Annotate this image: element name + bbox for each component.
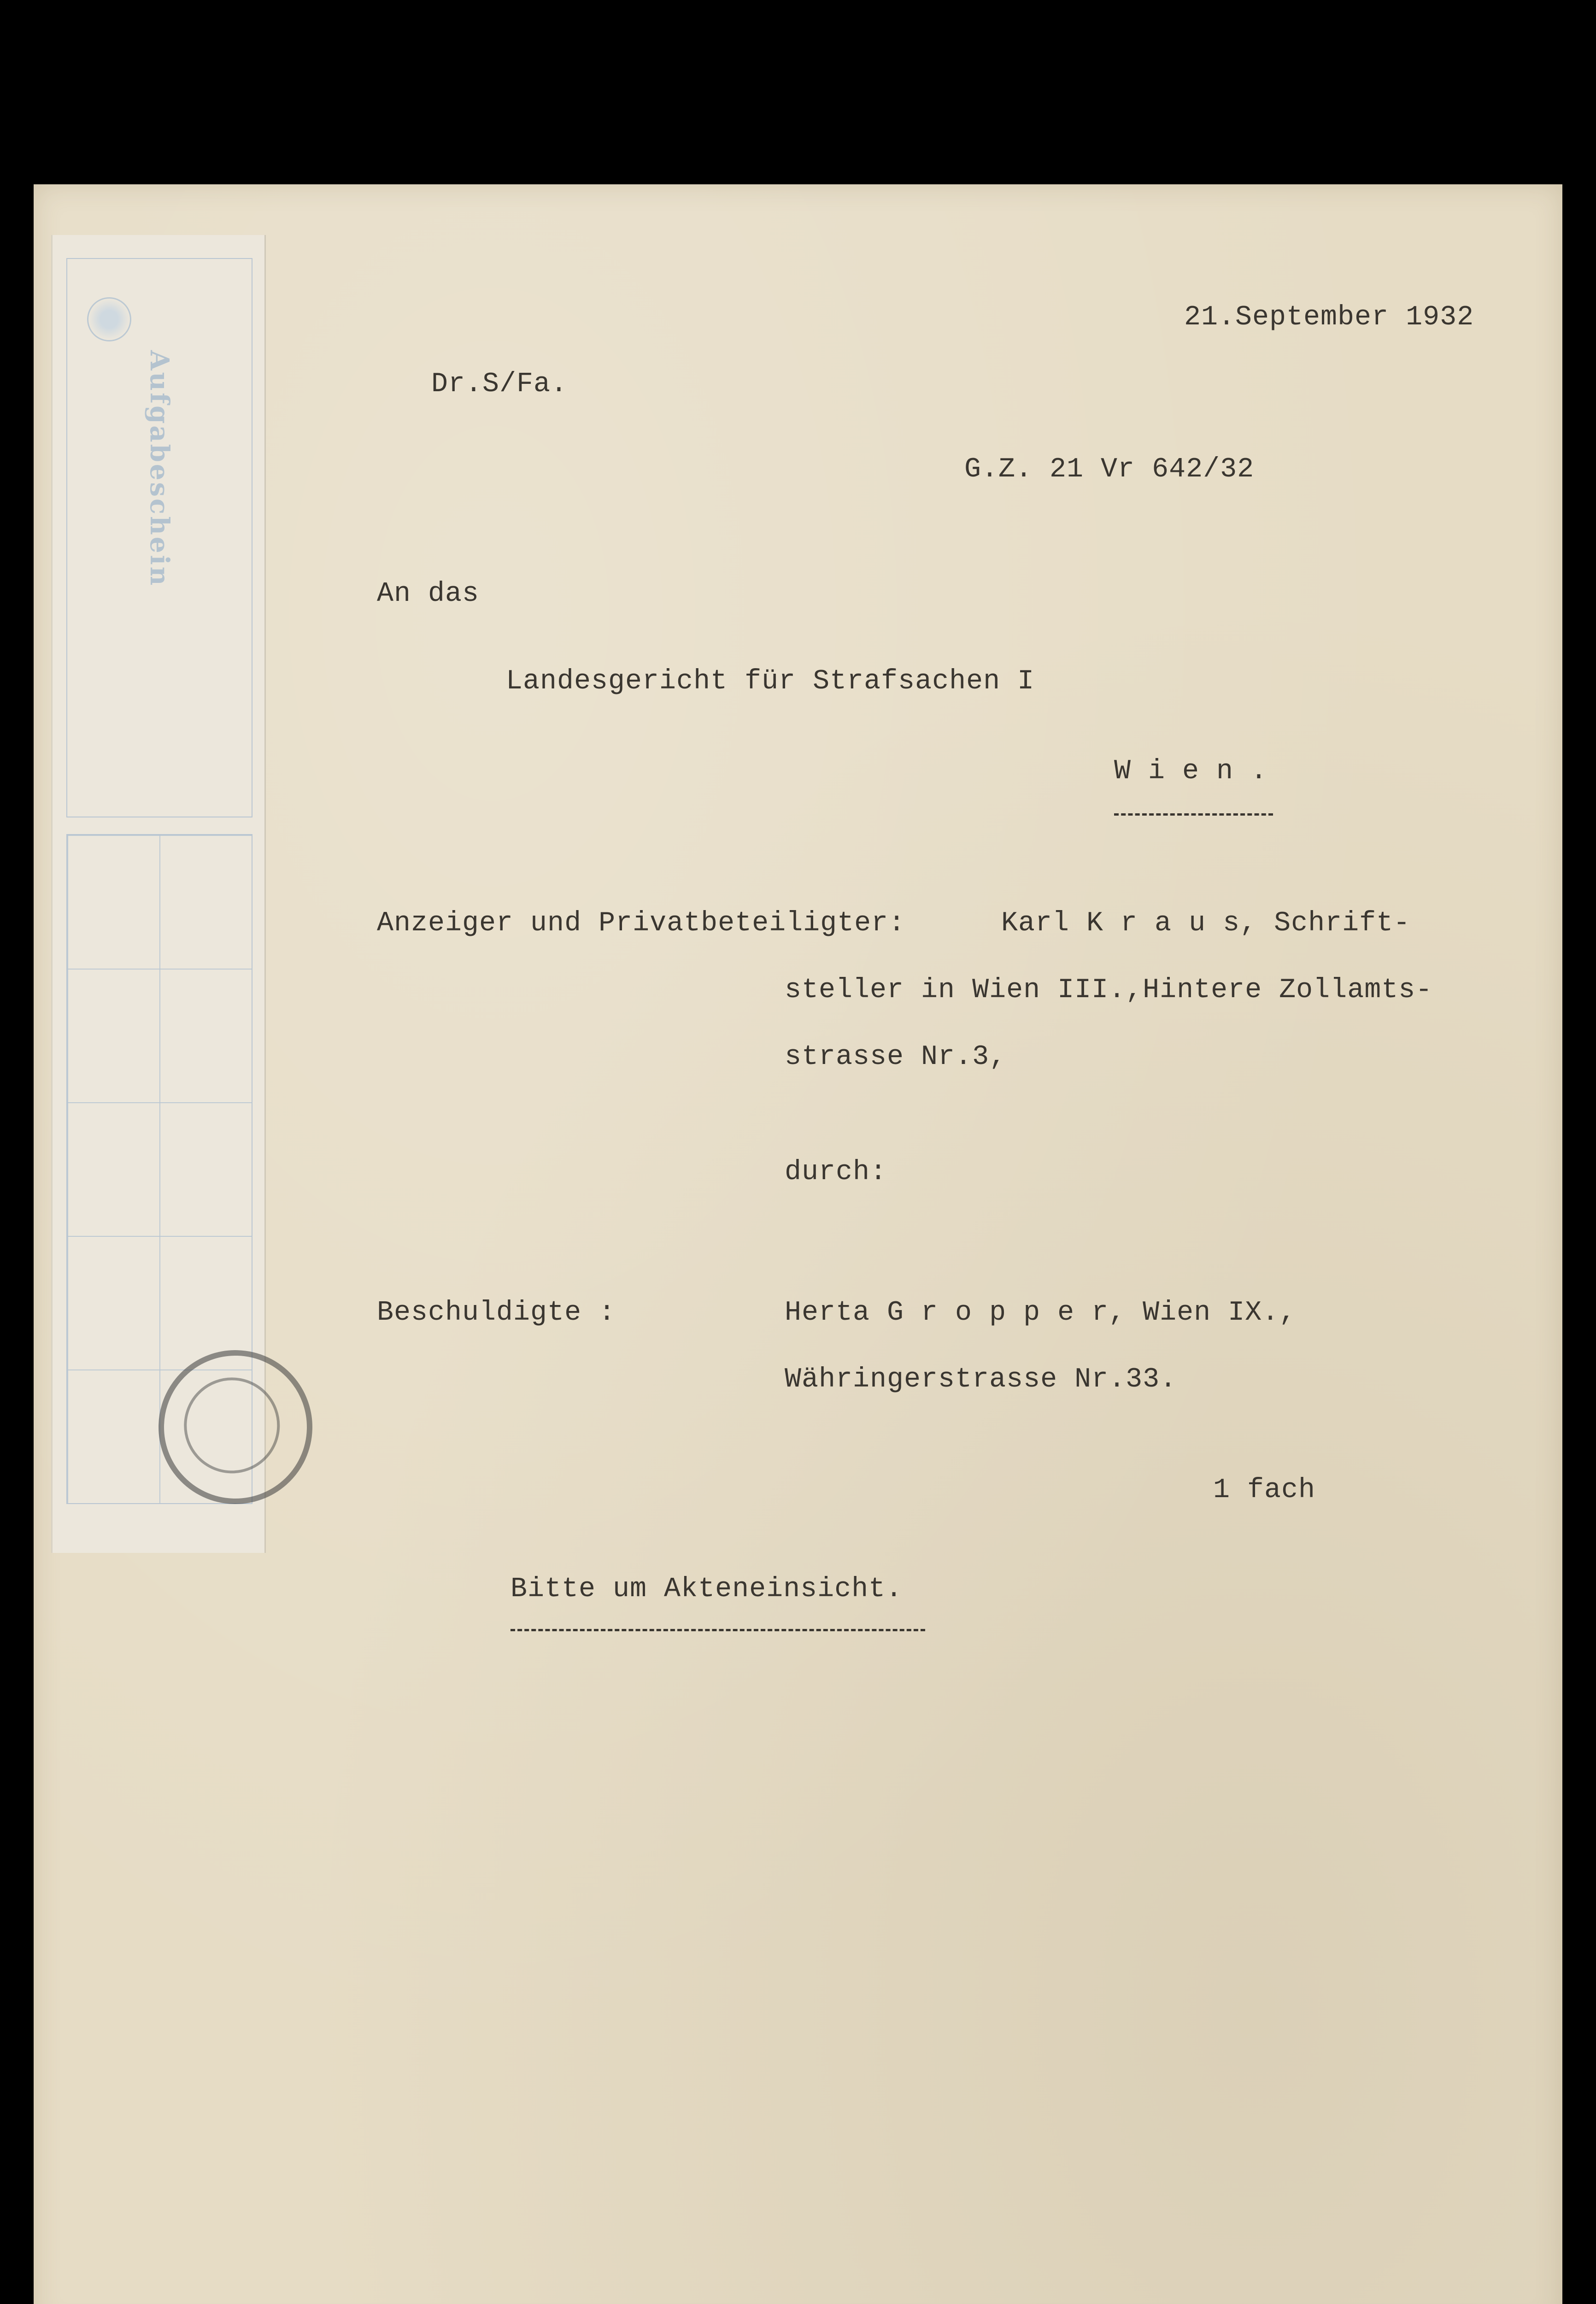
complainant-line-2: steller in Wien III.,Hintere Zollamts- bbox=[785, 975, 1433, 1006]
through-label: durch: bbox=[785, 1157, 887, 1188]
complainant-line-3: strasse Nr.3, bbox=[785, 1041, 1007, 1073]
recipient-line-2: Landesgericht für Strafsachen I bbox=[506, 666, 1035, 697]
letter-date: 21.September 1932 bbox=[1184, 302, 1474, 333]
file-number: G.Z. 21 Vr 642/32 bbox=[964, 454, 1255, 485]
recipient-line-1: An das bbox=[377, 578, 480, 610]
postal-receipt-strip bbox=[51, 235, 266, 1553]
accused-line-1: Herta G r o p p e r, Wien IX., bbox=[785, 1297, 1297, 1328]
subject-underline bbox=[510, 1629, 925, 1631]
reference-initials: Dr.S/Fa. bbox=[431, 369, 568, 400]
complainant-label: Anzeiger und Privatbeteiligter: bbox=[377, 908, 906, 939]
receipt-heading: Aufgabeschein bbox=[144, 350, 175, 588]
complainant-line-1: Karl K r a u s, Schrift- bbox=[1001, 908, 1411, 939]
accused-label: Beschuldigte : bbox=[377, 1297, 616, 1328]
letter-sheet bbox=[34, 184, 1562, 2304]
accused-line-2: Währingerstrasse Nr.33. bbox=[785, 1364, 1177, 1395]
recipient-city-underline bbox=[1114, 813, 1273, 816]
letter-subject: Bitte um Akteneinsicht. bbox=[510, 1574, 903, 1605]
crest-icon bbox=[87, 297, 131, 341]
copies-count: 1 fach bbox=[1213, 1475, 1316, 1506]
recipient-city: W i e n . bbox=[1114, 756, 1268, 787]
